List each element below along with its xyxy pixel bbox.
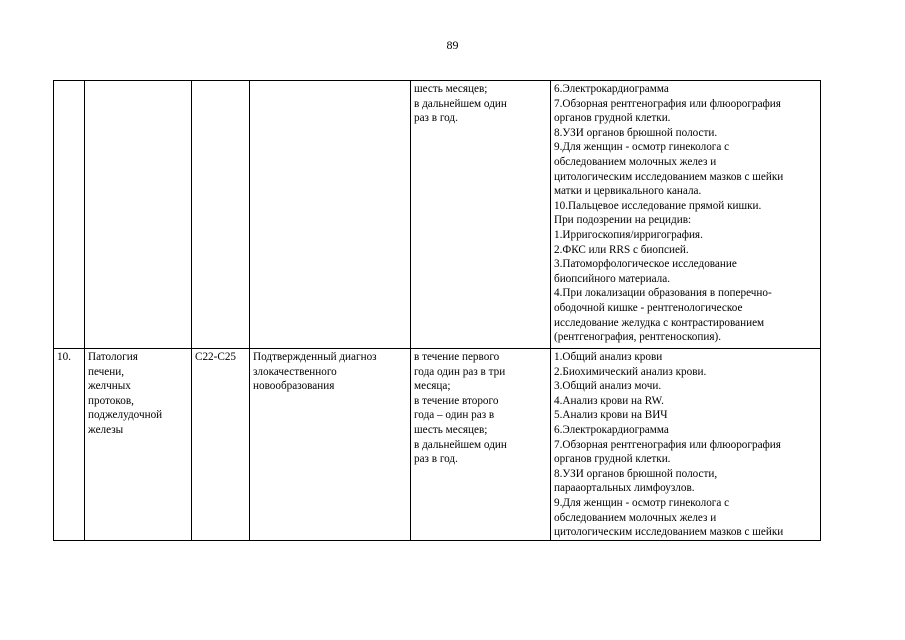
text-line: 1.Ирригоскопия/ирригография. [554,228,703,241]
text-line: Подтвержденный диагноз [253,351,377,363]
pathology-cell [85,81,192,349]
text-line: 4.При локализации образования в поперечно- [554,287,772,300]
text-line: в течение второго [414,394,499,407]
text-line: матки и цервикального канала. [554,185,702,198]
examination-methods-cell [551,349,821,541]
text-line: протоков, [88,394,134,407]
text-line: в дальнейшем один [414,97,507,110]
row-number-cell: 10. [54,349,85,541]
text-line: (рентгенография, рентгеноскопия). [554,331,722,344]
frequency-cell [411,81,551,349]
text-line: 3.Общий анализ мочи. [554,380,662,393]
text-line: желчных [88,380,131,393]
text-line: органов грудной клетки. [554,453,671,466]
text-line: обследованием молочных желез и [554,155,717,168]
text-line: 3.Патоморфологическое исследование [554,258,737,271]
icd-code-cell [192,81,250,349]
text-line: исследование желудка с контрастированием [554,316,765,329]
text-line: 7.Обзорная рентгенография или флюорография [554,438,781,451]
text-line: раз в год. [414,112,458,125]
text-line: печени, [88,365,125,378]
text-line: злокачественного [253,365,337,378]
screening-table [53,80,821,541]
indication-cell [250,349,411,541]
text-line: шесть месяцев; [414,423,488,436]
text-line: 6.Электрокардиограмма [554,423,669,436]
text-line: 9.Для женщин - осмотр гинеколога с [554,496,730,509]
text-line: раз в год. [414,453,458,466]
text-line: новообразования [253,380,335,393]
text-line: в течение первого [414,351,500,363]
text-line: Патология [88,351,138,363]
text-line: 10.Пальцевое исследование прямой кишки. [554,199,762,212]
text-line: месяца; [414,380,451,393]
text-line: 9.Для женщин - осмотр гинеколога с [554,141,730,154]
page-number: 89 [446,38,459,52]
text-line: 2.ФКС или RRS с биопсией. [554,243,689,256]
text-line: поджелудочной [88,409,163,422]
text-line: года – один раз в [414,409,495,422]
icd-code-cell: C22-C25 [192,349,250,541]
text-line: 2.Биохимический анализ крови. [554,365,707,378]
text-line: железы [88,423,124,436]
table-row [54,349,821,541]
text-line: органов грудной клетки. [554,112,671,125]
text-line: 6.Электрокардиограмма [554,83,669,95]
text-line: 8.УЗИ органов брюшной полости, [554,467,718,480]
table-row [54,81,821,349]
text-line: цитологическим исследованием мазков с шейки [554,526,784,539]
text-line: 4.Анализ крови на RW. [554,394,664,407]
row-number-cell [54,81,85,349]
text-line: ободочной кишке - рентгенологическое [554,301,743,314]
text-line: При подозрении на рецидив: [554,214,692,227]
text-line: парааортальных лимфоузлов. [554,482,695,495]
text-line: 1.Общий анализ крови [554,351,663,363]
text-line: цитологическим исследованием мазков с шейки [554,170,784,183]
text-line: в дальнейшем один [414,438,507,451]
text-line: биопсийного материала. [554,272,671,285]
indication-cell [250,81,411,349]
text-line: обследованием молочных желез и [554,511,717,524]
text-line: года один раз в три [414,365,506,378]
text-line: 8.УЗИ органов брюшной полости. [554,126,718,139]
text-line: 7.Обзорная рентгенография или флюорография [554,97,781,110]
frequency-cell [411,349,551,541]
examination-methods-cell [551,81,821,349]
text-line: 5.Анализ крови на ВИЧ [554,409,668,422]
text-line: шесть месяцев; [414,83,488,95]
pathology-cell [85,349,192,541]
